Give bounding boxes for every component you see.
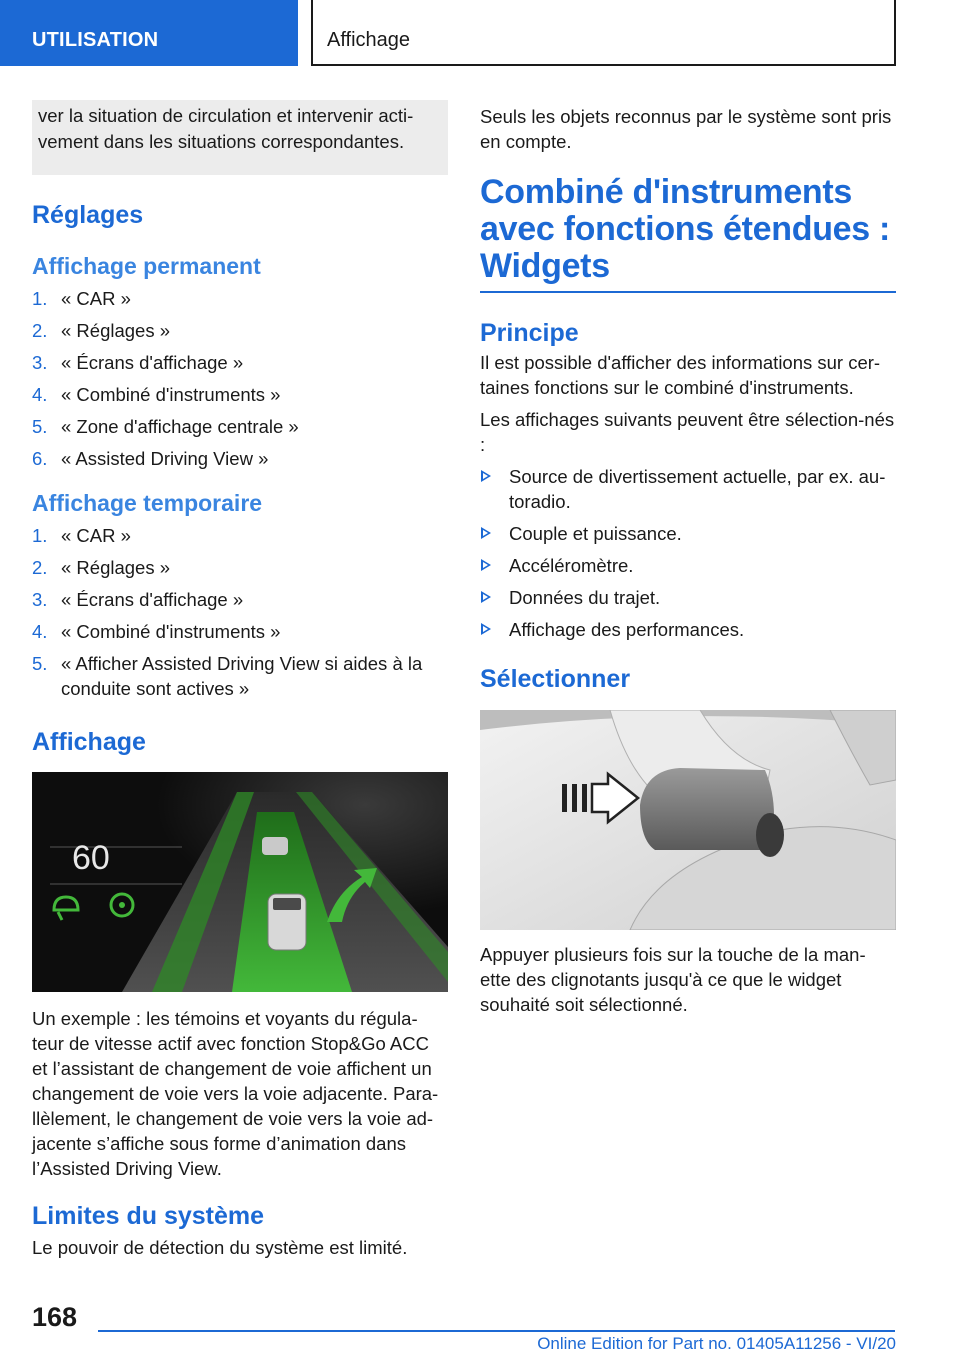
step-item: 5. « Zone d'affichage centrale » xyxy=(32,416,299,437)
widgets-list xyxy=(480,464,896,642)
principe-text-selection: Les affichages suivants peuvent être sélection-nés : xyxy=(480,409,895,455)
limites-heading: Limites du système xyxy=(32,1202,265,1230)
temporaire-steps xyxy=(32,523,448,701)
footer-rule xyxy=(98,1330,895,1332)
cluster-display-image xyxy=(32,772,448,992)
intro-note-text: ver la situation de circulation et intervenir acti-vement dans les situations correspondantes. xyxy=(38,105,414,152)
list-item: Couple et puissance. xyxy=(480,521,896,546)
affichage-caption: Un exemple : les témoins et voyants du régula-teur de vitesse actif avec fonction Stop&Go ACC et l’assistant de changement de voie affichent un changement de voie vers la voie adjacente. Para-llèlement, le changement de voie vers la voie ad-jacente s’affiche sous forme d’animation dans l’Assisted Driving View. xyxy=(32,1008,439,1179)
step-item: 4. « Combiné d'instruments » xyxy=(32,621,281,642)
chapter-label: Affichage xyxy=(327,29,411,51)
right-intro-text: Seuls les objets reconnus par le système sont pris en compte. xyxy=(480,106,892,152)
temporaire-heading: Affichage temporaire xyxy=(32,490,263,516)
turn-signal-stalk-image xyxy=(480,710,896,930)
step-item: 3. « Écrans d'affichage » xyxy=(32,352,244,373)
step-item: 4. « Combiné d'instruments » xyxy=(32,384,281,405)
list-item: Données du trajet. xyxy=(480,585,896,610)
step-item: 5. « Afficher Assisted Driving View si aides à la conduite sont actives » xyxy=(32,653,423,699)
step-item: 2. « Réglages » xyxy=(32,320,171,341)
triangle-bullet-icon xyxy=(481,527,491,539)
section-label: UTILISATION xyxy=(32,29,159,51)
section-tab xyxy=(0,0,298,66)
selectionner-heading: Sélectionner xyxy=(480,665,631,693)
list-item: Source de divertissement actuelle, par ex. au-toradio. xyxy=(480,464,896,514)
edition-note: Online Edition for Part no. 01405A11256 - VI/20 xyxy=(537,1334,896,1353)
list-item: Affichage des performances. xyxy=(480,617,896,642)
permanent-steps xyxy=(32,286,448,471)
cluster-display-graphic xyxy=(32,772,448,992)
heading-rule xyxy=(480,291,896,293)
permanent-heading: Affichage permanent xyxy=(32,253,261,279)
step-item: 2. « Réglages » xyxy=(32,557,171,578)
principe-text: Il est possible d'afficher des informations sur cer-taines fonctions sur le combiné d'instruments. xyxy=(480,352,881,398)
speed-readout: 60 xyxy=(72,839,110,877)
step-item: 3. « Écrans d'affichage » xyxy=(32,589,244,610)
chapter-tab xyxy=(311,0,896,66)
list-item: Accéléromètre. xyxy=(480,553,896,578)
triangle-bullet-icon xyxy=(481,591,491,603)
limites-text: Le pouvoir de détection du système est limité. xyxy=(32,1237,408,1258)
step-item: 1. « CAR » xyxy=(32,288,131,309)
principe-heading: Principe xyxy=(480,319,579,347)
affichage-heading: Affichage xyxy=(32,728,146,756)
intro-note-box xyxy=(32,100,448,175)
step-item: 1. « CAR » xyxy=(32,525,131,546)
triangle-bullet-icon xyxy=(481,559,491,571)
right-column xyxy=(480,104,896,1017)
widgets-heading: Combiné d'instruments avec fonctions étendues : Widgets xyxy=(480,173,891,285)
left-column xyxy=(32,100,448,1260)
reglages-heading: Réglages xyxy=(32,201,144,229)
turn-signal-stalk-graphic xyxy=(480,710,896,930)
step-item: 6. « Assisted Driving View » xyxy=(32,448,269,469)
triangle-bullet-icon xyxy=(481,623,491,635)
triangle-bullet-icon xyxy=(481,470,491,482)
selectionner-text: Appuyer plusieurs fois sur la touche de la man-ette des clignotants jusqu'à ce que le widget souhaité soit sélectionné. xyxy=(480,944,866,1015)
page-number: 168 xyxy=(32,1302,78,1332)
